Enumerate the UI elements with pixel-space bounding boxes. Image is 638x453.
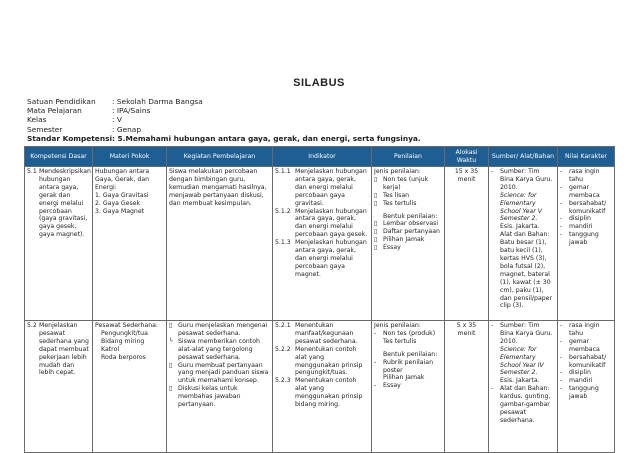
indikator-item xyxy=(275,239,369,279)
checkbox-icon: ▯ xyxy=(374,236,378,244)
nilai-item xyxy=(560,354,612,370)
dash-icon: - xyxy=(560,369,563,377)
penilaian-text: Lembar observasi xyxy=(383,220,439,228)
penilaian-item xyxy=(374,176,442,192)
col-sumber: Sumber/ Alat/Bahan xyxy=(489,147,558,167)
checkbox-icon: ▯ xyxy=(374,199,378,207)
meta-label: Standar Kompetensi xyxy=(27,133,113,143)
cell-alokasi-waktu: 5 x 35 menit xyxy=(445,321,489,453)
col-materi-pokok: Materi Pokok xyxy=(93,147,167,167)
indent xyxy=(374,351,383,359)
dash-icon xyxy=(491,377,500,385)
dash-icon xyxy=(491,192,500,224)
checkbox-icon: - xyxy=(374,358,377,366)
penilaian-text: Rubrik penilaian poster xyxy=(383,358,434,374)
dash-icon: - xyxy=(560,353,563,361)
checkbox-icon: ▯ xyxy=(374,220,378,228)
penilaian-text: Bentuk penilaian: xyxy=(383,350,438,358)
indikator-text: Menjelaskan hubungan antara gaya, gerak, dan energi melalui percobaan gaya magnet. xyxy=(295,239,367,278)
checkbox-icon: ▯ xyxy=(374,175,378,183)
nilai-text: disiplin xyxy=(569,215,591,223)
penilaian-item xyxy=(374,330,442,338)
dash-icon xyxy=(491,231,500,310)
penilaian-item xyxy=(374,351,442,359)
penilaian-item xyxy=(374,213,442,221)
penilaian-text: Non tes (produk) xyxy=(383,329,436,337)
kegiatan-text: Siswa memberikan contoh alat-alat yang tergolong pesawat sederhana. xyxy=(178,337,260,361)
nilai-item xyxy=(560,322,612,338)
materi-item: Roda berporos xyxy=(101,353,146,361)
nilai-text: tanggung jawab xyxy=(569,385,599,401)
indikator-number: 5.2.2 xyxy=(275,345,291,353)
indikator-item xyxy=(275,168,369,208)
cell-kegiatan xyxy=(167,167,273,321)
cell-materi-pokok xyxy=(93,167,167,321)
nilai-item xyxy=(560,200,612,216)
indikator-number: 5.2.3 xyxy=(275,377,291,385)
checkbox-icon: - xyxy=(374,329,377,337)
cell-kompetensi-dasar xyxy=(25,167,93,321)
cell-sumber xyxy=(489,321,558,453)
meta-value: : 5.Memahami hubungan antara gaya, gerak, dan energi, serta fungsinya. xyxy=(112,133,421,143)
indikator-item xyxy=(275,377,369,409)
meta-label: Semester xyxy=(27,124,63,134)
sumber-item xyxy=(491,168,555,192)
nilai-text: mandiri xyxy=(569,377,593,385)
bullet-icon: ▯ xyxy=(169,361,173,369)
col-kegiatan: Kegiatan Pembelajaran xyxy=(167,147,273,167)
nilai-text: bersahabat/ komunikatif xyxy=(569,353,607,369)
indikator-item xyxy=(275,346,369,378)
dash-icon: - xyxy=(491,322,494,329)
sumber-item xyxy=(491,223,555,231)
dash-icon: - xyxy=(560,377,563,385)
nilai-text: rasa ingin tahu xyxy=(569,322,600,337)
nilai-item xyxy=(560,168,612,184)
cell-penilaian xyxy=(372,321,445,453)
indikator-text: Menentukan contoh alat yang menggunakan prinsip bidang miring. xyxy=(295,377,363,409)
materi-item: 3. Gaya Magnet xyxy=(95,207,145,215)
kegiatan-item xyxy=(169,338,270,362)
meta-value: : V xyxy=(112,115,122,125)
kegiatan-text: Guru menjelaskan mengenai pesawat sederhana. xyxy=(178,322,268,337)
nilai-text: tanggung jawab xyxy=(569,231,599,247)
nilai-item xyxy=(560,223,612,231)
indikator-number: 5.1.1 xyxy=(275,168,291,175)
kd-text: Menjelaskan pesawat sederhana yang dapat membuat pekerjaan lebih mudah dan lebih cepat. xyxy=(39,322,89,377)
indent xyxy=(374,338,383,346)
dash-icon: - xyxy=(560,199,563,207)
bullet-icon: ▯ xyxy=(169,322,173,329)
nilai-text: mandiri xyxy=(569,223,593,231)
checkbox-icon: - xyxy=(374,382,377,390)
kd-number: 5.2 xyxy=(27,322,37,329)
dash-icon xyxy=(491,346,500,378)
indikator-text: Menentukan manfaat/kegunaan pesawat sederhana. xyxy=(295,322,358,345)
nilai-item xyxy=(560,377,612,385)
penilaian-text: Pilihan Jamak xyxy=(383,374,425,382)
penilaian-item xyxy=(374,228,442,236)
penilaian-item xyxy=(374,322,442,330)
penilaian-text: Pilihan Jamak xyxy=(383,236,425,244)
meta-block xyxy=(27,97,421,143)
materi-item: Pesawat Sederhana: xyxy=(95,322,158,329)
kegiatan-item xyxy=(169,362,270,386)
indikator-number: 5.1.2 xyxy=(275,207,291,215)
col-nilai-karakter: Nilai Karakter xyxy=(558,147,615,167)
kegiatan-item xyxy=(169,322,270,338)
materi-item: Katrol xyxy=(101,345,120,353)
penilaian-text: Jenis penilaian: xyxy=(374,322,421,329)
meta-row xyxy=(27,125,421,134)
meta-label: Satuan Pendidikan xyxy=(27,97,96,106)
indikator-text: Menentukan contoh alat yang menggunakan prinsip pengungkit/tuas. xyxy=(295,345,363,377)
cell-penilaian xyxy=(372,167,445,321)
penilaian-item xyxy=(374,374,442,382)
indikator-text: Menjelaskan hubungan antara gaya, gerak, dan energi melalui percobaan gaya gesek. xyxy=(295,207,368,239)
indikator-number: 5.1.3 xyxy=(275,239,291,247)
kd-number: 5.1 xyxy=(27,168,37,175)
nilai-text: rasa ingin tahu xyxy=(569,168,600,183)
dash-icon: - xyxy=(560,385,563,393)
materi-item: Pengungkit/tua xyxy=(101,329,148,337)
silabus-table xyxy=(24,146,615,453)
sumber-text: Esis. Jakarta. xyxy=(500,377,540,385)
cell-materi-pokok xyxy=(93,321,167,453)
sumber-text: Esis. Jakarta. xyxy=(500,223,540,231)
indikator-item xyxy=(275,208,369,240)
indikator-text: Menjelaskan hubungan antara gaya, gerak, dan energi melalui percobaan gaya gravitasi. xyxy=(295,168,367,207)
cell-alokasi-waktu: 15 x 35 menit xyxy=(445,167,489,321)
table-row xyxy=(25,321,615,453)
nilai-item xyxy=(560,385,612,401)
penilaian-item xyxy=(374,200,442,208)
sumber-item xyxy=(491,377,555,385)
nilai-text: gemar membaca xyxy=(569,337,600,353)
kegiatan-item xyxy=(169,168,270,208)
penilaian-item xyxy=(374,220,442,228)
penilaian-text: Essay xyxy=(383,382,401,390)
kd-text: Mendeskripsikan hubungan antara gaya, gerak dan energi melalui percobaan (gaya gravitasi, gaya gesek, gaya magnet). xyxy=(39,168,91,239)
dash-icon: - xyxy=(560,223,563,231)
penilaian-item xyxy=(374,192,442,200)
materi-item: Bidang miring xyxy=(101,337,145,345)
penilaian-item xyxy=(374,382,442,390)
checkbox-icon: ▯ xyxy=(374,191,378,199)
cell-kompetensi-dasar xyxy=(25,321,93,453)
nilai-item xyxy=(560,338,612,354)
indikator-number: 5.2.1 xyxy=(275,322,291,329)
dash-icon: - xyxy=(560,322,563,329)
penilaian-text: Non tes (unjuk kerja) xyxy=(383,175,429,191)
meta-row xyxy=(27,134,421,143)
sumber-item xyxy=(491,192,555,224)
checkbox-icon: ▯ xyxy=(374,244,378,252)
nilai-text: gemar membaca xyxy=(569,183,600,199)
meta-row xyxy=(27,115,421,124)
penilaian-text: Tes tertulis xyxy=(383,337,417,345)
penilaian-text: Essay xyxy=(383,244,401,252)
kegiatan-text: Diskusi kelas untuk membahas jawaban pertanyaan. xyxy=(178,385,241,409)
dash-icon: - xyxy=(560,215,563,223)
sumber-item xyxy=(491,322,555,346)
meta-row xyxy=(27,106,421,115)
indent xyxy=(374,374,383,382)
nilai-item xyxy=(560,184,612,200)
kegiatan-text: Guru membuat pertanyaan yang menjadi panduan siswa untuk memahami konsep. xyxy=(178,361,269,385)
meta-row xyxy=(27,97,421,106)
checkbox-icon: ▯ xyxy=(374,228,378,236)
nilai-text: bersahabat/ komunikatif xyxy=(569,199,607,215)
penilaian-text: Daftar pertanyaan xyxy=(383,228,440,236)
page-title: SILABUS xyxy=(293,77,345,89)
sumber-text: Alat dan Bahan: Batu besar (1), batu kecil (1), kertas HVS (3), bola futsal (2), magnet, bateral (1), kawat (± 30 cm), paku (1), dan pensil/paper clip (3). xyxy=(500,231,553,310)
sumber-text: Sumber: Tim Bina Karya Guru. 2010. xyxy=(500,322,553,345)
table-row xyxy=(25,167,615,321)
cell-nilai-karakter xyxy=(558,321,615,453)
cell-indikator xyxy=(273,167,372,321)
materi-item: 1. Gaya Gravitasi xyxy=(95,191,149,199)
materi-item: 2. Gaya Gesek xyxy=(95,199,141,207)
meta-label: Mata Pelajaran xyxy=(27,106,82,116)
penilaian-text: Tes lisan xyxy=(383,191,410,199)
indikator-item xyxy=(275,322,369,346)
sumber-text: Sumber: Tim Bina Karya Guru. 2010. xyxy=(500,168,553,191)
col-kompetensi-dasar: Kompetensi Dasar xyxy=(25,147,93,167)
penilaian-item xyxy=(374,244,442,252)
indent xyxy=(374,213,383,221)
cell-sumber xyxy=(489,167,558,321)
bullet-icon: └ xyxy=(169,337,173,345)
dash-icon: - xyxy=(560,183,563,191)
kegiatan-text: Siswa melakukan percobaan dengan bimbingan guru, kemudian mengamati hasilnya, menjawab pertanyaan diskusi, dan membuat kesimpulan. xyxy=(169,168,267,207)
kegiatan-item xyxy=(169,385,270,409)
penilaian-text: Tes tertulis xyxy=(383,199,417,207)
sumber-item xyxy=(491,231,555,310)
nilai-item xyxy=(560,231,612,247)
dash-icon xyxy=(491,223,500,231)
dash-icon: - xyxy=(491,385,494,393)
materi-item: Hubungan antara Gaya, Gerak, dan Energi: xyxy=(95,168,150,191)
penilaian-item xyxy=(374,168,442,176)
nilai-item xyxy=(560,215,612,223)
sumber-item xyxy=(491,346,555,378)
sumber-item xyxy=(491,385,555,425)
col-indikator: Indikator xyxy=(273,147,372,167)
col-penilaian: Penilaian xyxy=(372,147,445,167)
bullet-icon: ▯ xyxy=(169,385,173,393)
penilaian-text: Jenis penilaian: xyxy=(374,168,421,175)
dash-icon: - xyxy=(560,231,563,239)
cell-nilai-karakter xyxy=(558,167,615,321)
sumber-text: Science: for Elementary School Year V Semester 2. xyxy=(500,191,542,223)
meta-value: : Genap xyxy=(112,124,142,134)
meta-value: : IPA/Sains xyxy=(112,106,151,116)
meta-label: Kelas xyxy=(27,115,47,125)
nilai-text: disiplin xyxy=(569,369,591,377)
cell-indikator xyxy=(273,321,372,453)
kd-item xyxy=(27,322,90,377)
header-row xyxy=(25,147,615,167)
penilaian-item xyxy=(374,338,442,346)
meta-value: : Sekolah Darma Bangsa xyxy=(112,97,203,106)
sumber-text: Science: for Elementary School Year IV Semester 2. xyxy=(500,345,544,377)
col-alokasi-waktu: Alokasi Waktu xyxy=(445,147,489,167)
dash-icon: - xyxy=(491,168,494,175)
nilai-item xyxy=(560,369,612,377)
dash-icon: - xyxy=(560,337,563,345)
sumber-text: Alat dan Bahan: kardus, gunting, gambar-gambar pesawat sederhana. xyxy=(500,385,551,424)
dash-icon: - xyxy=(560,168,563,175)
penilaian-text: Bentuk penilaian: xyxy=(383,212,438,220)
penilaian-item xyxy=(374,359,442,375)
penilaian-item xyxy=(374,236,442,244)
kd-item xyxy=(27,168,90,239)
cell-kegiatan xyxy=(167,321,273,453)
